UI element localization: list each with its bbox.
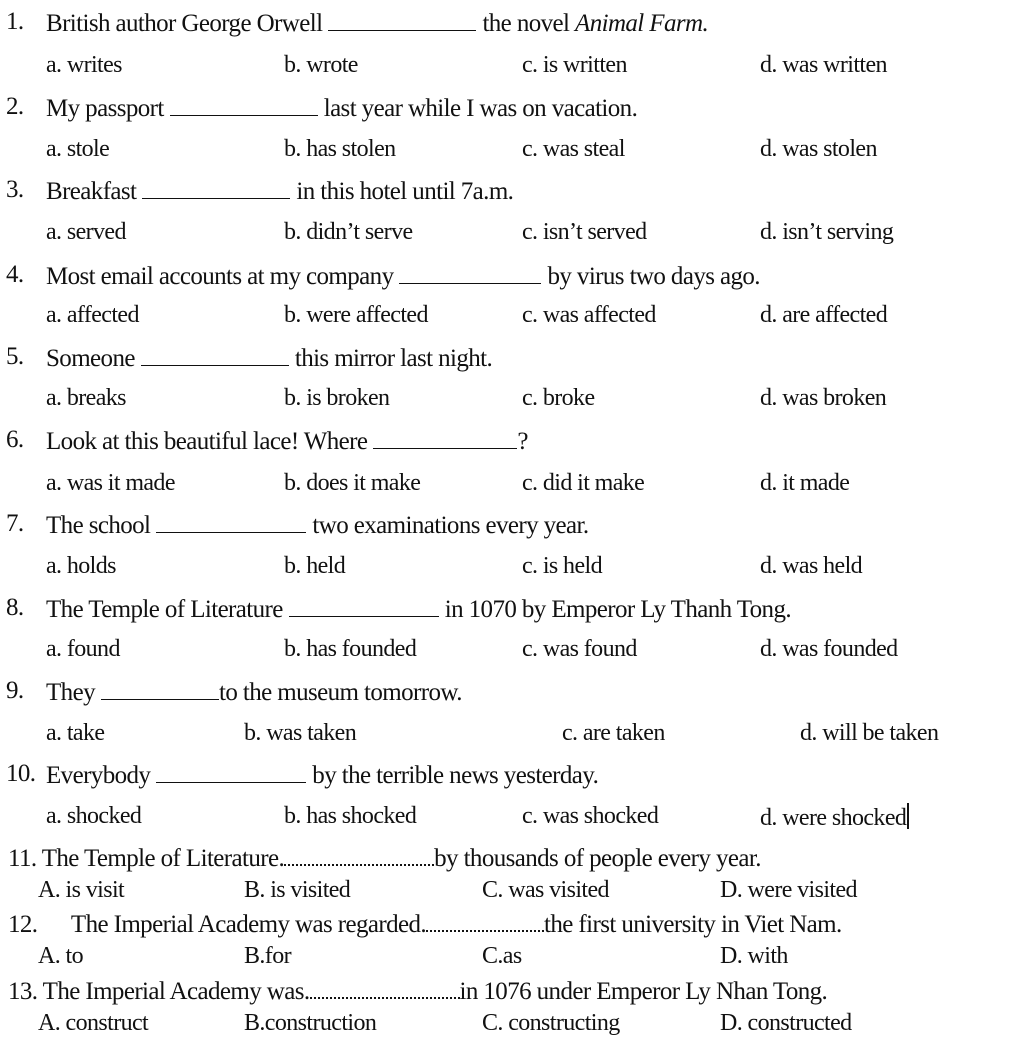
option-a[interactable]: a. served [46, 219, 126, 245]
answer-blank[interactable] [101, 677, 219, 700]
option-c[interactable]: C. constructing [482, 1010, 620, 1036]
option-a[interactable]: a. found [46, 636, 120, 662]
option-c[interactable]: C.as [482, 943, 522, 969]
question-number: 3. [6, 176, 24, 203]
option-a[interactable]: a. take [46, 720, 105, 746]
question-number: 4. [6, 261, 24, 288]
option-d[interactable]: D. were visited [720, 877, 857, 903]
option-c[interactable]: c. is held [522, 553, 602, 579]
question-text: Look at this beautiful lace! Where ? [46, 428, 528, 455]
options-9 [0, 720, 1024, 750]
option-c[interactable]: c. is written [522, 52, 627, 78]
option-d[interactable]: d. will be taken [800, 720, 939, 746]
option-a[interactable]: a. holds [46, 553, 116, 579]
option-c[interactable]: c. was affected [522, 302, 656, 328]
options-4 [0, 302, 1024, 332]
question-text: Someone this mirror last night. [46, 345, 493, 372]
question-5 [0, 343, 1024, 373]
question-number: 8. [6, 594, 24, 621]
option-d[interactable]: d. isn’t serving [760, 219, 894, 245]
text-cursor [907, 803, 909, 829]
options-12 [0, 943, 1024, 973]
question-12 [0, 910, 1024, 940]
answer-blank[interactable] [399, 261, 541, 284]
answer-blank[interactable] [170, 93, 318, 116]
question-text: The Temple of Literature in 1070 by Emperor Ly Thanh Tong. [46, 596, 791, 623]
option-b[interactable]: b. was taken [244, 720, 357, 746]
option-a[interactable]: a. shocked [46, 803, 142, 829]
option-d[interactable]: D. constructed [720, 1010, 852, 1036]
option-a[interactable]: a. affected [46, 302, 139, 328]
question-text: 13. The Imperial Academy was. in 1076 under Emperor Ly Nhan Tong. [8, 978, 828, 1005]
question-6 [0, 426, 1024, 456]
option-c[interactable]: C. was visited [482, 877, 609, 903]
answer-blank[interactable] [156, 760, 306, 783]
option-a[interactable]: a. breaks [46, 385, 126, 411]
options-10 [0, 803, 1024, 833]
option-d[interactable]: D. with [720, 943, 788, 969]
question-9 [0, 677, 1024, 707]
answer-blank[interactable] [284, 844, 434, 866]
option-b[interactable]: B.construction [244, 1010, 377, 1036]
answer-blank[interactable] [328, 8, 476, 31]
options-8 [0, 636, 1024, 666]
question-text: Everybody by the terrible news yesterday. [46, 762, 599, 789]
option-c[interactable]: c. broke [522, 385, 595, 411]
option-d[interactable]: d. it made [760, 470, 850, 496]
option-b[interactable]: b. held [284, 553, 346, 579]
question-text: British author George Orwell the novel Animal Farm. [46, 10, 709, 37]
option-a[interactable]: a. writes [46, 52, 122, 78]
option-b[interactable]: b. wrote [284, 52, 358, 78]
question-3 [0, 176, 1024, 206]
question-text: 11. The Temple of Literature. by thousands of people every year. [8, 845, 761, 872]
option-d[interactable]: d. was stolen [760, 136, 877, 162]
option-b[interactable]: b. has stolen [284, 136, 396, 162]
option-b[interactable]: b. were affected [284, 302, 428, 328]
question-number: 1. [6, 8, 24, 35]
options-2 [0, 136, 1024, 166]
option-d[interactable]: d. are affected [760, 302, 888, 328]
question-number: 10. [6, 760, 36, 787]
options-6 [0, 470, 1024, 500]
question-2 [0, 93, 1024, 123]
option-a[interactable]: A. construct [38, 1010, 149, 1036]
option-c[interactable]: c. isn’t served [522, 219, 647, 245]
option-b[interactable]: b. has shocked [284, 803, 417, 829]
option-b[interactable]: b. has founded [284, 636, 417, 662]
option-a[interactable]: A. to [38, 943, 84, 969]
option-a[interactable]: a. was it made [46, 470, 175, 496]
answer-blank[interactable] [289, 594, 439, 617]
options-1 [0, 52, 1024, 82]
question-number: 7. [6, 510, 24, 537]
option-b[interactable]: b. didn’t serve [284, 219, 413, 245]
answer-blank[interactable] [141, 343, 289, 366]
answer-blank[interactable] [156, 510, 306, 533]
answer-blank[interactable] [426, 910, 544, 932]
options-7 [0, 553, 1024, 583]
question-4 [0, 261, 1024, 291]
options-11 [0, 877, 1024, 907]
question-text: Breakfast in this hotel until 7a.m. [46, 178, 514, 205]
question-10 [0, 760, 1024, 790]
option-d[interactable]: d. were shocked [760, 803, 909, 832]
question-number: 5. [6, 343, 24, 370]
options-13 [0, 1010, 1024, 1040]
option-c[interactable]: c. was shocked [522, 803, 659, 829]
question-number: 2. [6, 93, 24, 120]
question-text: Most email accounts at my company by virus two days ago. [46, 263, 760, 290]
answer-blank[interactable] [310, 977, 460, 999]
question-7 [0, 510, 1024, 540]
question-number: 6. [6, 426, 24, 453]
option-d[interactable]: d. was broken [760, 385, 887, 411]
option-c[interactable]: c. was steal [522, 136, 625, 162]
option-c[interactable]: c. did it make [522, 470, 645, 496]
question-8 [0, 594, 1024, 624]
option-c[interactable]: c. was found [522, 636, 637, 662]
question-11 [0, 844, 1024, 874]
answer-blank[interactable] [142, 176, 290, 199]
question-1 [0, 8, 1024, 38]
question-number: 9. [6, 677, 24, 704]
option-b[interactable]: b. is broken [284, 385, 390, 411]
question-text: 12. The Imperial Academy was regarded. the first university in Viet Nam. [8, 911, 842, 938]
question-text: The school two examinations every year. [46, 512, 589, 539]
answer-blank[interactable] [373, 426, 517, 449]
options-3 [0, 219, 1024, 249]
option-d[interactable]: d. was founded [760, 636, 898, 662]
option-a[interactable]: A. is visit [38, 877, 125, 903]
question-13 [0, 977, 1024, 1007]
options-5 [0, 385, 1024, 415]
option-b[interactable]: b. does it make [284, 470, 421, 496]
option-c[interactable]: c. are taken [562, 720, 665, 746]
question-text: My passport last year while I was on vacation. [46, 95, 638, 122]
option-a[interactable]: a. stole [46, 136, 110, 162]
option-b[interactable]: B.for [244, 943, 291, 969]
option-d[interactable]: d. was held [760, 553, 863, 579]
option-d[interactable]: d. was written [760, 52, 887, 78]
option-b[interactable]: B. is visited [244, 877, 351, 903]
question-text: They to the museum tomorrow. [46, 679, 462, 706]
